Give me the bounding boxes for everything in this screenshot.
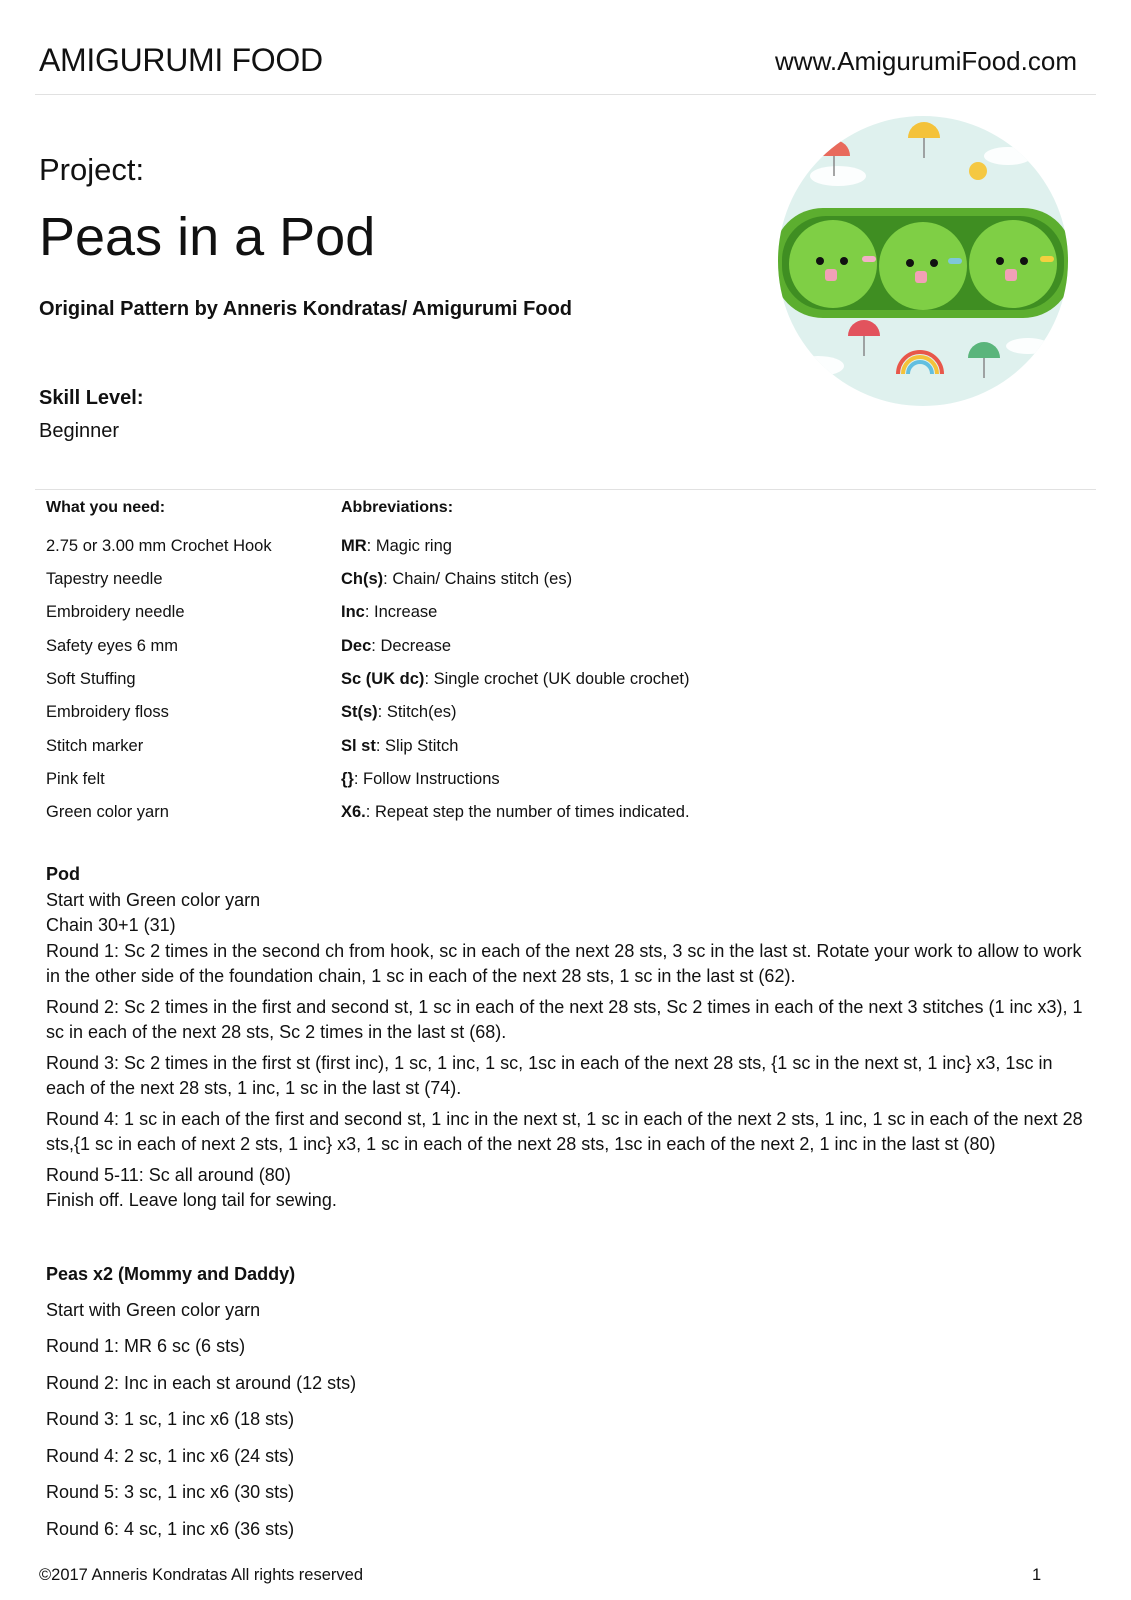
abbr-desc: : Stitch(es) bbox=[377, 703, 457, 721]
page-title: Peas in a Pod bbox=[39, 207, 376, 267]
byline: Original Pattern by Anneris Kondratas/ Amigurumi Food bbox=[39, 298, 573, 320]
instruction-line: Start with Green color yarn bbox=[46, 889, 261, 910]
list-item: 2.75 or 3.00 mm Crochet Hook bbox=[46, 537, 272, 555]
list-item: Embroidery floss bbox=[46, 703, 169, 721]
abbr-key: MR bbox=[341, 537, 367, 555]
abbr-desc: : Chain/ Chains stitch (es) bbox=[383, 570, 573, 588]
header-divider bbox=[35, 94, 1096, 95]
instruction-line: Round 3: Sc 2 times in the first st (first inc), 1 sc, 1 inc, 1 sc, 1sc in each of the next 28 sts, {1 sc in the next st, 1 inc} x3, 1sc in each of the next 28 sts, 1 inc, 1 sc in the last st (74). bbox=[46, 1052, 1058, 1098]
skill-value: Beginner bbox=[39, 420, 120, 442]
abbr-desc: : Decrease bbox=[371, 637, 452, 655]
abbr-key: Ch(s) bbox=[341, 570, 384, 588]
list-item: Pink felt bbox=[46, 770, 105, 788]
list-item bbox=[341, 637, 451, 656]
list-item bbox=[341, 603, 437, 622]
list-item: Embroidery needle bbox=[46, 603, 185, 621]
abbr-key: Inc bbox=[341, 603, 365, 621]
peas-section bbox=[46, 1262, 1086, 1542]
needs-heading: What you need: bbox=[46, 499, 166, 516]
instruction-line: Round 2: Inc in each st around (12 sts) bbox=[46, 1372, 357, 1393]
list-item: Tapestry needle bbox=[46, 570, 163, 588]
list-item bbox=[341, 537, 452, 556]
instruction-line: Round 4: 1 sc in each of the first and second st, 1 inc in the next st, 1 sc in each of the next 2 sts, 1 inc, 1 sc in each of the next 28 sts,{1 sc in each of next 2 sts, 1 inc} x3, 1 sc in each of the next 28 sts, 1sc in each of the next 2, 1 inc in the last st (80) bbox=[46, 1108, 1088, 1154]
abbr-key: X6. bbox=[341, 803, 366, 821]
peas-in-pod-photo bbox=[778, 116, 1068, 406]
instruction-line: Round 5-11: Sc all around (80) bbox=[46, 1164, 291, 1185]
pod-section bbox=[46, 862, 1086, 1214]
abbr-desc: : Single crochet (UK double crochet) bbox=[424, 670, 690, 688]
copyright: ©2017 Anneris Kondratas All rights reserved bbox=[39, 1566, 364, 1584]
abbr-desc: : Slip Stitch bbox=[375, 737, 459, 755]
list-item bbox=[341, 670, 690, 689]
site-url: www.AmigurumiFood.com bbox=[775, 46, 1077, 76]
instruction-line: Round 1: Sc 2 times in the second ch from hook, sc in each of the next 28 sts, 3 sc in the last st. Rotate your work to allow to work in the other side of the foundation chain, 1 sc in each of the next 28 sts, 1 sc in the last st (62). bbox=[46, 940, 1087, 986]
abbr-desc: : Magic ring bbox=[366, 537, 452, 555]
list-item: Safety eyes 6 mm bbox=[46, 637, 179, 655]
list-item: Stitch marker bbox=[46, 737, 144, 755]
instruction-line: Start with Green color yarn bbox=[46, 1299, 261, 1320]
instruction-line: Round 3: 1 sc, 1 inc x6 (18 sts) bbox=[46, 1409, 295, 1429]
section-heading: Peas x2 (Mommy and Daddy) bbox=[46, 1264, 296, 1284]
skill-heading: Skill Level: bbox=[39, 387, 144, 409]
project-label: Project: bbox=[39, 152, 145, 187]
list-item bbox=[341, 703, 457, 722]
list-item: Soft Stuffing bbox=[46, 670, 136, 688]
instruction-line: Round 5: 3 sc, 1 inc x6 (30 sts) bbox=[46, 1482, 295, 1502]
abbreviations-heading: Abbreviations: bbox=[341, 499, 454, 516]
list-item bbox=[341, 570, 572, 589]
abbr-desc: : Repeat step the number of times indicated. bbox=[365, 803, 690, 821]
list-item bbox=[341, 770, 500, 789]
abbr-desc: : Increase bbox=[364, 603, 438, 621]
section-divider bbox=[35, 489, 1096, 490]
abbr-key: {} bbox=[341, 770, 354, 788]
instruction-line: Round 6: 4 sc, 1 inc x6 (36 sts) bbox=[46, 1518, 295, 1539]
instruction-line: Round 2: Sc 2 times in the first and second st, 1 sc in each of the next 28 sts, Sc 2 times in each of the next 3 stitches (1 inc x3), 1 sc in each of the next 28 sts, Sc 2 times in the last st (68). bbox=[46, 996, 1088, 1042]
instruction-line: Finish off. Leave long tail for sewing. bbox=[46, 1190, 337, 1210]
page-number: 1 bbox=[1032, 1566, 1042, 1584]
abbr-key: Sc (UK dc) bbox=[341, 670, 425, 688]
instruction-line: Round 1: MR 6 sc (6 sts) bbox=[46, 1336, 246, 1356]
abbr-key: Sl st bbox=[341, 737, 376, 755]
section-heading: Pod bbox=[46, 864, 80, 884]
list-item bbox=[341, 803, 690, 822]
abbr-key: Dec bbox=[341, 637, 372, 655]
abbr-key: St(s) bbox=[341, 703, 378, 721]
list-item bbox=[341, 737, 458, 756]
list-item: Green color yarn bbox=[46, 803, 169, 821]
brand-title: AMIGURUMI FOOD bbox=[39, 42, 323, 78]
instruction-line: Round 4: 2 sc, 1 inc x6 (24 sts) bbox=[46, 1445, 295, 1466]
instruction-line: Chain 30+1 (31) bbox=[46, 915, 176, 935]
abbr-desc: : Follow Instructions bbox=[353, 770, 500, 788]
